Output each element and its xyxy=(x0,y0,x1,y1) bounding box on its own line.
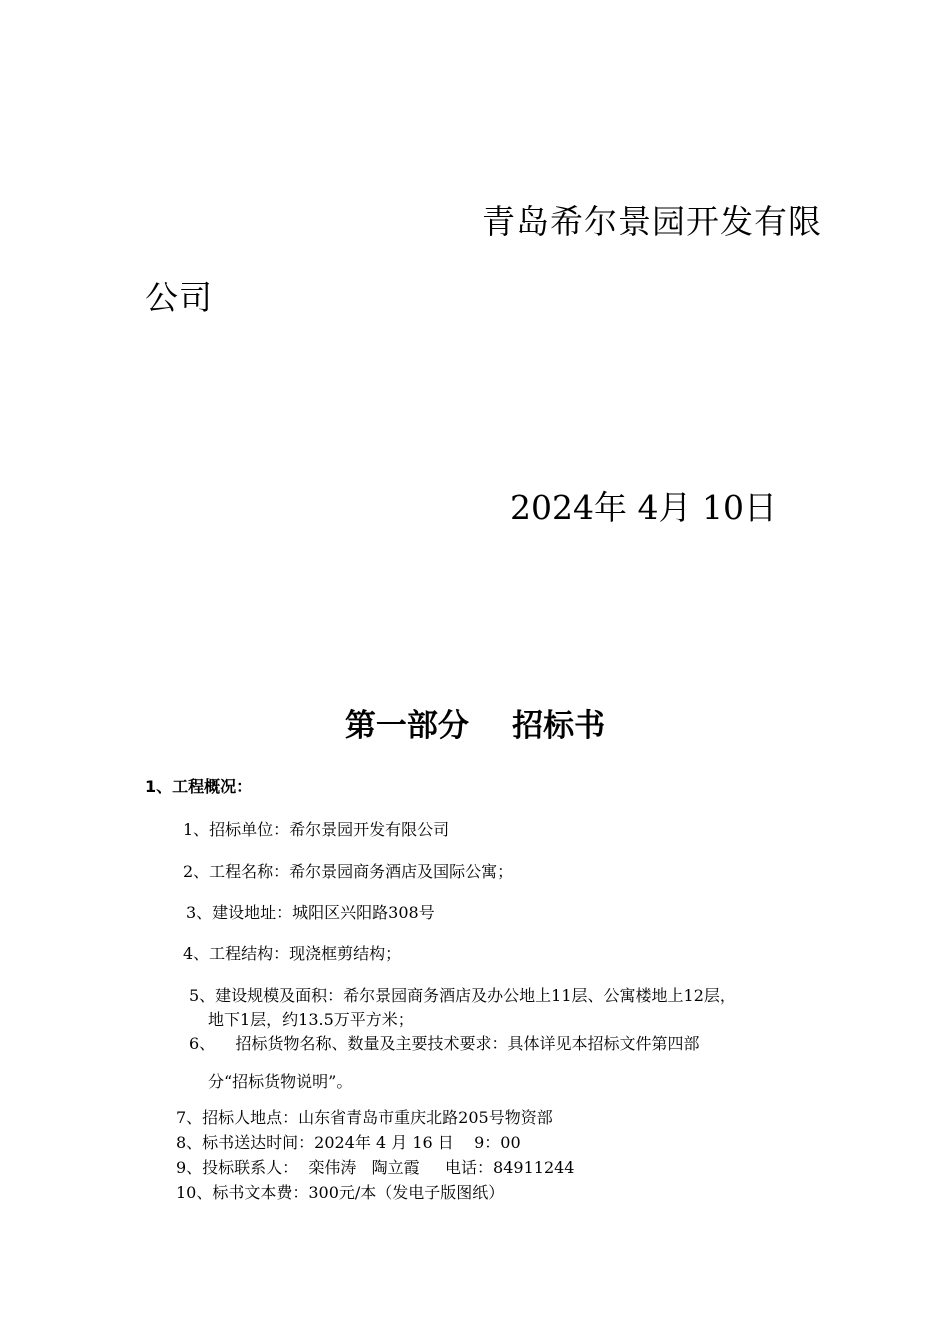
cover-date: 2024年 4月 10日 xyxy=(510,488,777,527)
item-bidder-location: 7、招标人地点：山东省青岛市重庆北路205号物资部 xyxy=(176,1108,553,1127)
item-scale-line2: 地下1层，约13.5万平方米； xyxy=(208,1010,414,1029)
section-heading: 1、工程概况： xyxy=(145,777,253,796)
item-bid-unit: 1、招标单位：希尔景园开发有限公司 xyxy=(183,820,450,839)
item-goods-line1: 6、 招标货物名称、数量及主要技术要求：具体详见本招标文件第四部 xyxy=(189,1034,700,1053)
item-goods-line2: 分“招标货物说明”。 xyxy=(208,1072,353,1091)
cover-company-name-line2: 公司 xyxy=(145,278,213,317)
item-project-name: 2、工程名称：希尔景园商务酒店及国际公寓； xyxy=(183,862,514,881)
part-title: 第一部分 招标书 xyxy=(344,708,606,744)
item-structure: 4、工程结构：现浇框剪结构； xyxy=(183,944,402,963)
item-site-address: 3、建设地址：城阳区兴阳路308号 xyxy=(186,903,435,922)
item-contacts: 9、投标联系人： 栾伟涛 陶立霞 电话：84911244 xyxy=(176,1158,575,1177)
item-delivery-time: 8、标书送达时间：2024年 4 月 16 日 9：00 xyxy=(176,1133,521,1152)
item-scale-line1: 5、建设规模及面积：希尔景园商务酒店及办公地上11层、公寓楼地上12层， xyxy=(189,986,736,1005)
item-document-fee: 10、标书文本费：300元/本（发电子版图纸） xyxy=(176,1183,505,1202)
cover-company-name-line1: 青岛希尔景园开发有限 xyxy=(482,202,822,241)
